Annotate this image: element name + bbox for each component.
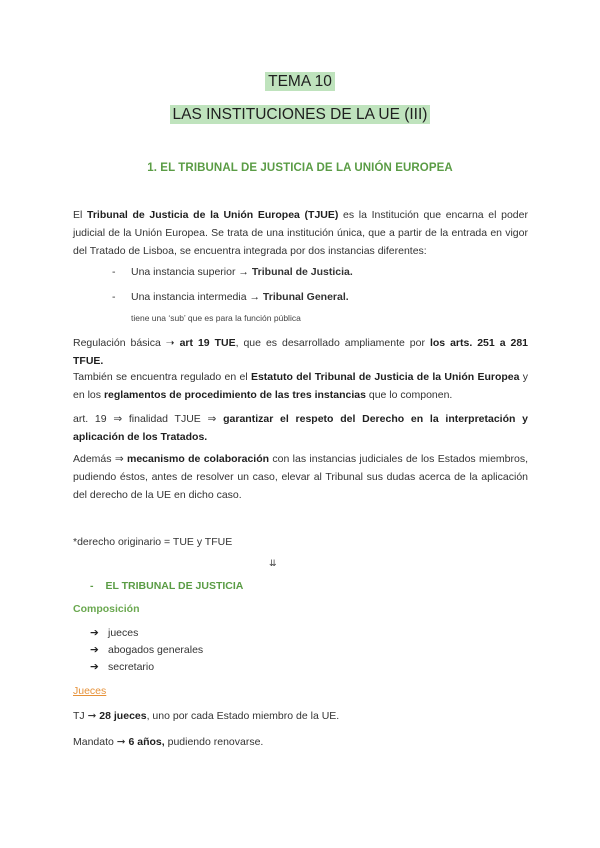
list-dash: -	[112, 291, 116, 303]
note-sub-instancia: tiene una ‘sub’ que es para la función pública	[131, 313, 301, 323]
composicion-item: ➔ abogados generales	[90, 644, 204, 656]
arrow-right-icon: ➔	[90, 627, 99, 639]
ademas-paragraph: Además ⇒ mecanismo de colaboración con las instancias judiciales de los Estados miembros, pudiendo éstos, antes de resolver un caso, elevar al Tribunal sus dudas acerca de la aplicación del derecho de la UE en dicho caso.	[73, 453, 528, 501]
jueces-heading: Jueces	[73, 685, 107, 697]
tambien-paragraph: También se encuentra regulado en el Estatuto del Tribunal de Justicia de la Unión Europea y en los reglamentos de procedimiento de las tres instancias que lo componen.	[73, 371, 528, 401]
topic-number: TEMA 10	[265, 72, 335, 91]
section-heading-tjue: 1. EL TRIBUNAL DE JUSTICIA DE LA UNIÓN EUROPEA	[147, 162, 453, 174]
intro-paragraph: El Tribunal de Justicia de la Unión Europea (TJUE) es la Institución que encarna el poder judicial de la Unión Europea. Se trata de una institución única, que a partir de la entrada en vigor del Tratado de Lisboa, se encuentra integrada por dos instancias diferentes:	[73, 209, 528, 257]
tj-jueces-line: TJ ➞ 28 jueces, uno por cada Estado miembro de la UE.	[73, 710, 340, 722]
list-item-instancia-intermedia: Una instancia intermedia → Tribunal General.	[131, 291, 349, 303]
topic-title	[0, 73, 600, 91]
topic-subtitle	[0, 106, 600, 124]
mandato-line: Mandato ➞ 6 años, pudiendo renovarse.	[73, 736, 264, 748]
composicion-heading: Composición	[73, 603, 140, 615]
arrow-right-icon: ➔	[90, 661, 99, 673]
composicion-item: ➔ secretario	[90, 661, 155, 673]
subsection-heading-tribunal: - EL TRIBUNAL DE JUSTICIA	[90, 580, 244, 592]
list-dash: -	[112, 266, 116, 278]
regulacion-paragraph: Regulación básica ➝ art 19 TUE, que es desarrollado ampliamente por los arts. 251 a 281 TFUE.	[73, 337, 529, 367]
topic-name: LAS INSTITUCIONES DE LA UE (III)	[170, 105, 431, 124]
derecho-originario-note: *derecho originario = TUE y TFUE	[73, 536, 233, 548]
composicion-item: ➔ jueces	[90, 627, 139, 639]
art19-paragraph: art. 19 ⇒ finalidad TJUE ⇒ garantizar el respeto del Derecho en la interpretación y aplicación de los Tratados.	[73, 413, 528, 443]
tjue-term: Tribunal de Justicia de la Unión Europea (TJUE)	[87, 209, 339, 221]
down-arrows-icon: ⇊	[269, 558, 277, 568]
arrow-right-icon: ➔	[90, 644, 99, 656]
list-item-instancia-superior: Una instancia superior → Tribunal de Justicia.	[131, 266, 353, 278]
